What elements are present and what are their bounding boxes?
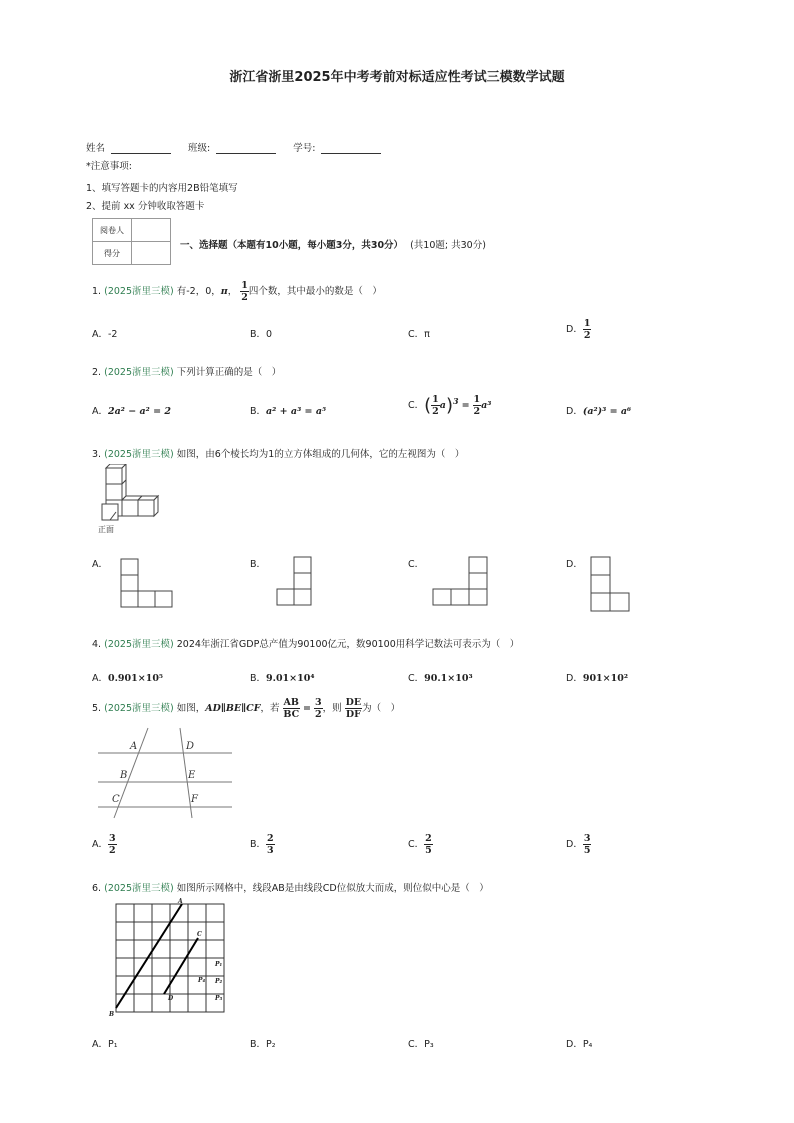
option-text: (a²)³ = a⁶ (582, 406, 632, 417)
fraction (473, 394, 482, 417)
option-label: B． (250, 329, 267, 340)
q4-option-c[interactable] (408, 670, 473, 684)
point-label: P₁ (215, 961, 223, 968)
q2-option-c[interactable] (408, 394, 491, 417)
question-number: 5. (92, 703, 102, 714)
option-label: B． (250, 1039, 267, 1050)
option-label: A． (92, 406, 108, 417)
point-label: A (178, 898, 183, 905)
page-title: 浙江省浙里2025年中考考前对标适应性考试三模数学试题 (229, 70, 565, 85)
question-number: 3. (92, 449, 102, 460)
frac-den: 2 (109, 845, 116, 856)
frac-den: 3 (267, 845, 274, 856)
frac-den: 2 (473, 406, 481, 417)
q3-option-d-figure[interactable] (590, 556, 634, 614)
option-text: π (424, 329, 430, 340)
paren-left: ( (424, 395, 432, 416)
q6-option-b[interactable] (250, 1036, 276, 1050)
parallel-lines-figure (92, 724, 234, 820)
math-var: a (439, 400, 446, 411)
q3-option-c-figure[interactable] (432, 556, 492, 608)
option-text: P₂ (266, 1039, 276, 1050)
option-text: 2a² − a² = 2 (108, 406, 172, 417)
option-label: B． (250, 406, 267, 417)
question-4 (92, 636, 519, 650)
q2-option-a[interactable] (92, 403, 171, 417)
option-text: 0 (266, 329, 273, 340)
option-label: D． (566, 839, 583, 850)
notice-title: *注意事项: (86, 161, 132, 172)
option-label: A． (92, 329, 108, 340)
point-label: E (188, 770, 196, 781)
point-label: F (191, 794, 198, 805)
fraction (266, 833, 275, 856)
section-extra: (共10题; 共30分) (410, 240, 486, 251)
section-heading (180, 237, 486, 251)
question-text: 如图， (176, 703, 206, 714)
option-label: A． (92, 673, 108, 684)
option-text: P₄ (582, 1039, 593, 1050)
q2-option-b[interactable] (250, 403, 326, 417)
question-source: (2025浙里三模) (104, 449, 174, 460)
reviewer-cell[interactable] (132, 219, 171, 242)
point-label: D (186, 741, 195, 752)
class-field[interactable] (216, 143, 276, 154)
option-label: B． (250, 673, 267, 684)
frac-den: BC (283, 709, 300, 720)
option-text: 9.01×10⁴ (266, 673, 315, 684)
question-source: (2025浙里三模) (104, 639, 174, 650)
frac-num: 3 (583, 833, 591, 844)
student-info-row (86, 140, 381, 154)
question-text: 四个数，其中最小的数是（ ） (248, 286, 382, 297)
question-2 (92, 364, 281, 378)
question-number: 6. (92, 883, 102, 894)
q4-option-a[interactable] (92, 670, 163, 684)
score-cell[interactable] (132, 242, 171, 265)
exponent: 3 (452, 395, 459, 406)
frac-den: 2 (432, 406, 439, 417)
frac-num: 3 (109, 833, 116, 844)
equals: = (461, 400, 470, 411)
option-label: C． (408, 329, 425, 340)
separator: ， (227, 286, 238, 297)
option-label: A． (92, 839, 108, 850)
pi-symbol: π (220, 286, 228, 297)
fraction (240, 280, 249, 303)
option-text: 90.1×10³ (424, 673, 473, 684)
frac-num: 1 (583, 318, 591, 329)
fraction (431, 394, 440, 417)
option-label: C． (408, 673, 425, 684)
point-label: P₄ (198, 977, 206, 984)
option-label: C． (408, 839, 425, 850)
question-text: ，则 (322, 703, 342, 714)
name-label: 姓名 (86, 143, 106, 154)
point-label: P₃ (215, 995, 223, 1002)
question-text: 为（ ） (362, 703, 401, 714)
paren-right: ) (445, 395, 453, 416)
frac-num: 2 (267, 833, 274, 844)
option-label: C． (408, 1039, 425, 1050)
q5-option-a[interactable] (92, 833, 117, 856)
point-label: C (112, 794, 120, 805)
fraction (283, 697, 300, 720)
frac-den: 5 (425, 845, 432, 856)
question-1 (92, 280, 382, 303)
q4-option-b[interactable] (250, 670, 315, 684)
frac-den: 5 (583, 845, 591, 856)
frac-num: DE (345, 697, 362, 708)
id-field[interactable] (321, 143, 381, 154)
frac-num: AB (283, 697, 299, 708)
q1-option-d[interactable] (566, 318, 591, 341)
q5-option-d[interactable] (566, 833, 591, 856)
math-expr: AD∥BE∥CF (205, 703, 261, 714)
option-label: A． (92, 1039, 108, 1050)
question-source: (2025浙里三模) (104, 367, 174, 378)
point-label: B (109, 1011, 115, 1018)
frac-den: 2 (583, 330, 591, 341)
q1-option-c[interactable] (408, 326, 430, 340)
option-text: -2 (108, 329, 118, 340)
question-3 (92, 446, 464, 460)
grid-figure (106, 896, 230, 1018)
cube-solid-figure (94, 464, 164, 536)
question-text: ，若 (260, 703, 280, 714)
id-label: 学号: (293, 143, 316, 154)
question-source: (2025浙里三模) (104, 703, 174, 714)
q3-option-c-label[interactable]: C． (408, 559, 425, 570)
question-text: 2024年浙江省GDP总产值为90100亿元，数90100用科学记数法可表示为（ ） (176, 639, 520, 650)
math-var: a³ (481, 400, 492, 411)
question-text: 如图所示网格中，线段AB是由线段CD位似放大而成，则位似中心是（ ） (176, 883, 489, 894)
frac-num: 2 (425, 833, 432, 844)
frac-num: 1 (473, 394, 481, 405)
frac-den: DF (345, 709, 361, 720)
equals: = (302, 703, 311, 714)
option-label: D． (566, 406, 583, 417)
q5-option-b[interactable] (250, 833, 275, 856)
q6-option-a[interactable] (92, 1036, 118, 1050)
option-label: B． (250, 839, 267, 850)
option-text: P₁ (108, 1039, 118, 1050)
reviewer-label: 阅卷人 (93, 219, 132, 242)
frac-num: 1 (241, 280, 248, 291)
q1-option-a[interactable] (92, 326, 117, 340)
question-6 (92, 880, 489, 894)
score-label: 得分 (93, 242, 132, 265)
q3-option-b-figure[interactable] (276, 556, 316, 608)
question-source: (2025浙里三模) (104, 883, 174, 894)
q3-option-a-label[interactable]: A． (92, 559, 108, 570)
option-label: C． (408, 400, 425, 411)
q6-option-c[interactable] (408, 1036, 434, 1050)
front-label: 正面 (98, 525, 114, 534)
class-label: 班级: (188, 143, 211, 154)
fraction (345, 697, 362, 720)
point-label: P₂ (215, 978, 223, 985)
q5-option-c[interactable] (408, 833, 433, 856)
section-title: 一、选择题（本题有10小题，每小题3分，共30分） (180, 240, 404, 251)
question-text: 有-2，0， (176, 286, 221, 297)
question-text: 下列计算正确的是（ ） (176, 367, 282, 378)
q3-option-a-figure[interactable] (120, 558, 176, 608)
option-text: P₃ (424, 1039, 434, 1050)
point-label: A (130, 741, 138, 752)
fraction (583, 833, 592, 856)
score-box (92, 218, 171, 265)
point-label: B (120, 770, 128, 781)
fraction (424, 833, 433, 856)
q6-option-d[interactable] (566, 1036, 592, 1050)
frac-den: 2 (314, 709, 322, 720)
q2-option-d[interactable] (566, 403, 631, 417)
notice-1: 1、填写答题卡的内容用2B铅笔填写 (86, 183, 238, 194)
fraction (583, 318, 592, 341)
q1-option-b[interactable] (250, 326, 272, 340)
notice-2: 2、提前 xx 分钟收取答题卡 (86, 201, 205, 212)
question-number: 4. (92, 639, 102, 650)
option-text: 901×10² (582, 673, 628, 684)
question-number: 1. (92, 286, 102, 297)
question-text: 如图，由6个棱长均为1的立方体组成的几何体，它的左视图为（ ） (176, 449, 465, 460)
fraction (108, 833, 117, 856)
point-label: D (168, 995, 174, 1002)
frac-den: 2 (241, 292, 248, 303)
frac-num: 3 (314, 697, 322, 708)
name-field[interactable] (111, 143, 171, 154)
q3-option-d-label[interactable]: D． (566, 559, 583, 570)
q3-option-b-label[interactable]: B． (250, 559, 267, 570)
frac-num: 1 (432, 394, 439, 405)
point-label: C (197, 931, 202, 938)
option-label: D． (566, 1039, 583, 1050)
question-5 (92, 697, 400, 720)
option-label: D． (566, 324, 583, 335)
fraction (314, 697, 323, 720)
option-text: a² + a³ = a⁵ (266, 406, 327, 417)
q4-option-d[interactable] (566, 670, 628, 684)
option-label: D． (566, 673, 583, 684)
option-text: 0.901×10⁵ (108, 673, 164, 684)
question-source: (2025浙里三模) (104, 286, 174, 297)
question-number: 2. (92, 367, 102, 378)
